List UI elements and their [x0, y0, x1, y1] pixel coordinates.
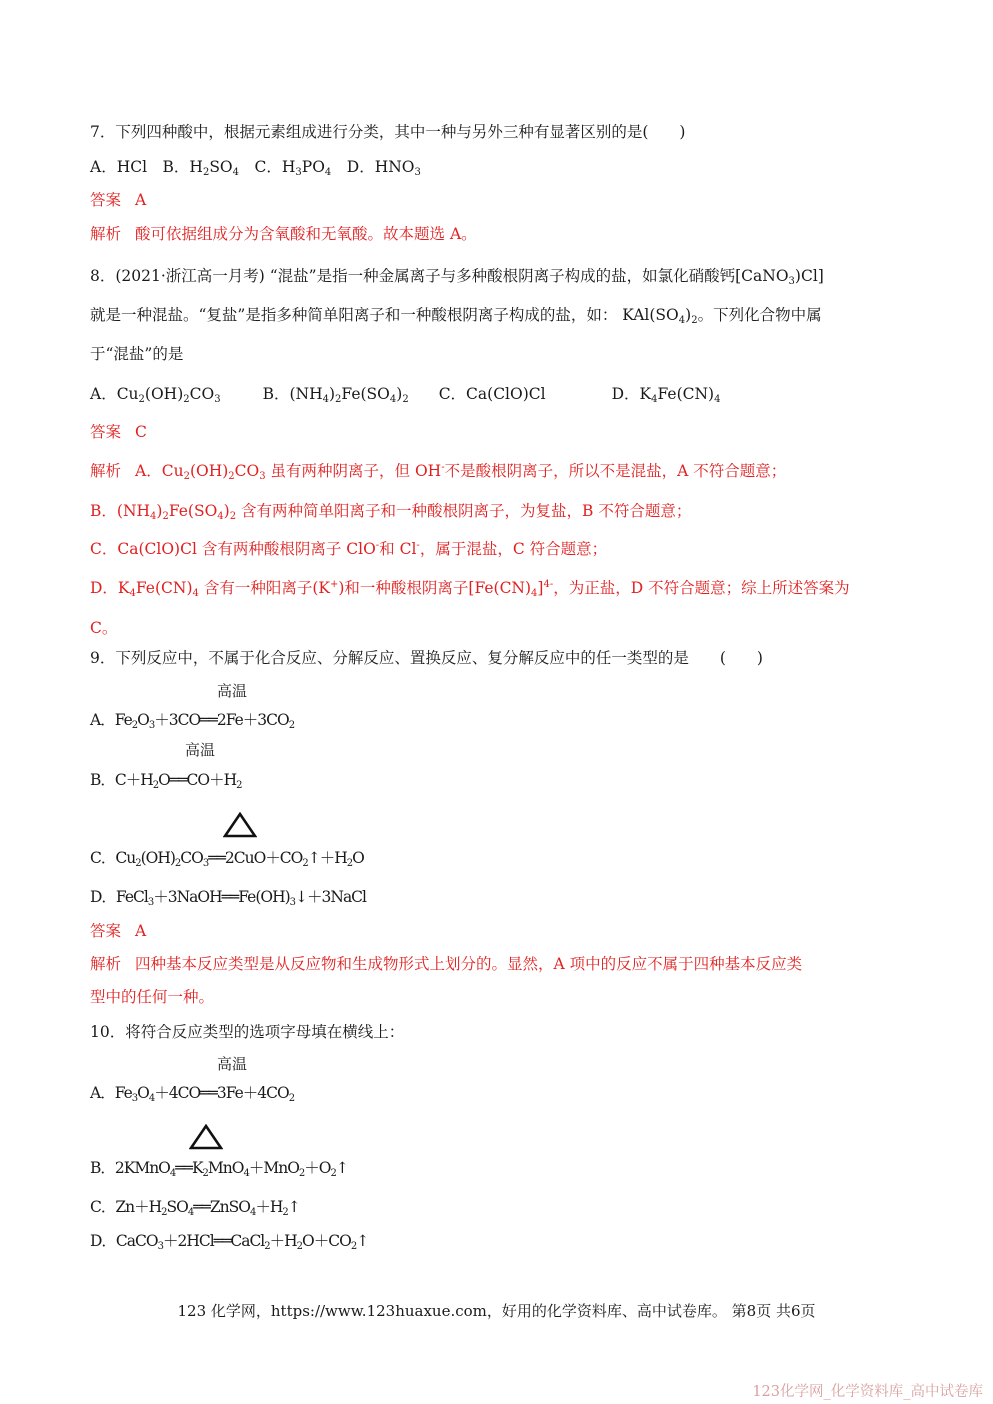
answer-value: C — [135, 423, 147, 441]
answer-label: 答案 — [90, 423, 122, 441]
expl-text: C．Ca(ClO)Cl 含有两种酸根阴离子 ClO — [90, 540, 376, 558]
explanation-text: 酸可依据组成分为含氧酸和无氧酸。故本题选 A。 — [135, 225, 477, 243]
q8-explanation-d: D．$K_4Fe(CN)_4$ 含有一种阳离子(K+)和一种酸根阴离子$[Fe(CN)_4]^{4-}$，为正盐，D 不符合题意；综上所述答案为 — [90, 579, 850, 599]
q9-explanation-1 — [90, 953, 802, 975]
q8-answer — [90, 421, 147, 443]
q9-option-c: C．$Cu_2(OH)_2CO_3══2CuO+CO_2↑+H_2O$ — [90, 849, 364, 869]
watermark-link[interactable]: 123化学网_化学资料库_高中试卷库 — [752, 1384, 983, 1400]
answer-value: A — [135, 191, 147, 209]
q7-explanation — [90, 223, 477, 245]
q10-stem: 10．将符合反应类型的选项字母填在横线上： — [90, 1023, 405, 1041]
expl-text: 含有两种简单阳离子和一种酸根阴离子，为复盐，B 不符合题意； — [241, 502, 692, 520]
expl-text: 和 Cl — [379, 540, 417, 558]
condition-high-temp: 高温 — [185, 741, 216, 759]
q10-option-b: B．$2KMnO_4══K_2MnO_4+MnO_2+O_2↑$ — [90, 1159, 348, 1179]
q8-stem-tail: )Cl] — [794, 267, 824, 285]
q8-stem-text2: 就是一种混盐。“复盐”是指多种简单阳离子和一种酸根阴离子构成的盐，如： — [90, 306, 618, 324]
q9-option-b: B．$C+H_2O══CO+H_2$ — [90, 771, 242, 791]
q7-stem: 7．下列四种酸中，根据元素组成进行分类，其中一种与另外三种有显著区别的是( ) — [90, 123, 686, 141]
expl-text: 不是酸根阴离子，所以不是混盐，A 不符合题意； — [444, 462, 787, 480]
q10-option-a: A．$Fe_3O_4+4CO══3Fe+4CO_2$ — [90, 1084, 295, 1104]
q9-answer — [90, 920, 146, 942]
q9-stem: 9．下列反应中，不属于化合反应、分解反应、置换反应、复分解反应中的任一类型的是 ( ) — [90, 649, 763, 667]
q9-explanation-2: 型中的任何一种。 — [90, 988, 215, 1006]
q10-option-d: D．$CaCO_3+2HCl══CaCl_2+H_2O+CO_2↑$ — [90, 1232, 369, 1252]
explanation-label: 解析 — [90, 462, 122, 480]
expl-text: 虽有两种阴离子，但 OH — [270, 462, 442, 480]
q9-option-a: A．$Fe_2O_3+3CO══2Fe+3CO_2$ — [90, 711, 295, 731]
q8-stem-line1: 8．(2021·浙江高一月考) “混盐”是指一种金属离子与多种酸根阴离子构成的盐，如氯化硝酸钙[CaNO$_3$)Cl] — [90, 267, 824, 287]
q9-option-d: D．$FeCl_3+3NaOH══Fe(OH)_3↓+3NaCl$ — [90, 888, 367, 908]
q8-stem-text: 8．(2021·浙江高一月考) “混盐”是指一种金属离子与多种酸根阴离子构成的盐，如氯化硝酸钙[CaNO — [90, 267, 789, 285]
explanation-label: 解析 — [90, 955, 122, 973]
expl-text: ，为正盐，D 不符合题意；综上所述答案为 — [553, 579, 850, 597]
q8-options: A．$Cu_2(OH)_2CO_3$ B．$(NH_4)_2Fe(SO_4)_2$ C．Ca(ClO)Cl D．$K_4Fe(CN)_4$ — [90, 385, 721, 405]
heating-triangle-icon — [223, 812, 257, 838]
q8-explanation-a: 解析 A．$Cu_2(OH)_2CO_3$ 虽有两种阴离子，但 OH-不是酸根阴离子，所以不是混盐，A 不符合题意； — [90, 462, 787, 482]
condition-high-temp: 高温 — [217, 1055, 248, 1073]
condition-high-temp: 高温 — [217, 682, 248, 700]
explanation-label: 解析 — [90, 225, 122, 243]
expl-text: ，属于混盐，C 符合题意； — [419, 540, 608, 558]
q10-option-c: C．$Zn+H_2SO_4══ZnSO_4+H_2↑$ — [90, 1198, 300, 1218]
q8-stem-tail2: 。下列化合物中属 — [697, 306, 822, 324]
heating-triangle-icon — [189, 1124, 223, 1150]
expl-text: )和一种酸根阴离子[Fe(CN) — [338, 579, 532, 597]
q8-explanation-b: B．$(NH_4)_2Fe(SO_4)_2$ 含有两种简单阳离子和一种酸根阴离子，为复盐，B 不符合题意； — [90, 502, 692, 522]
page-footer: 123 化学网，https://www.123huaxue.com，好用的化学资料库、高中试卷库。 第8页 共6页 — [177, 1302, 816, 1320]
expl-text: 四种基本反应类型是从反应物和生成物形式上划分的。显然，A 项中的反应不属于四种基本反应类 — [135, 955, 803, 973]
q8-explanation-end: C。 — [90, 619, 118, 637]
q8-stem-line2: 就是一种混盐。“复盐”是指多种简单阳离子和一种酸根阴离子构成的盐，如： $KAl(SO_4)_2$。下列化合物中属 — [90, 306, 822, 326]
q7-answer — [90, 189, 146, 211]
answer-label: 答案 — [90, 191, 122, 209]
answer-value: A — [135, 922, 147, 940]
expl-text: 含有一种阳离子(K — [203, 579, 330, 597]
q8-stem-line3: 于“混盐”的是 — [90, 345, 184, 363]
q7-options: A．HCl B．$H_2SO_4$ C．$H_3PO_4$ D．$HNO_3$ — [90, 158, 421, 178]
answer-label: 答案 — [90, 922, 122, 940]
q8-explanation-c: C．Ca(ClO)Cl 含有两种酸根阴离子 ClO-和 Cl-，属于混盐，C 符合题意； — [90, 540, 608, 558]
